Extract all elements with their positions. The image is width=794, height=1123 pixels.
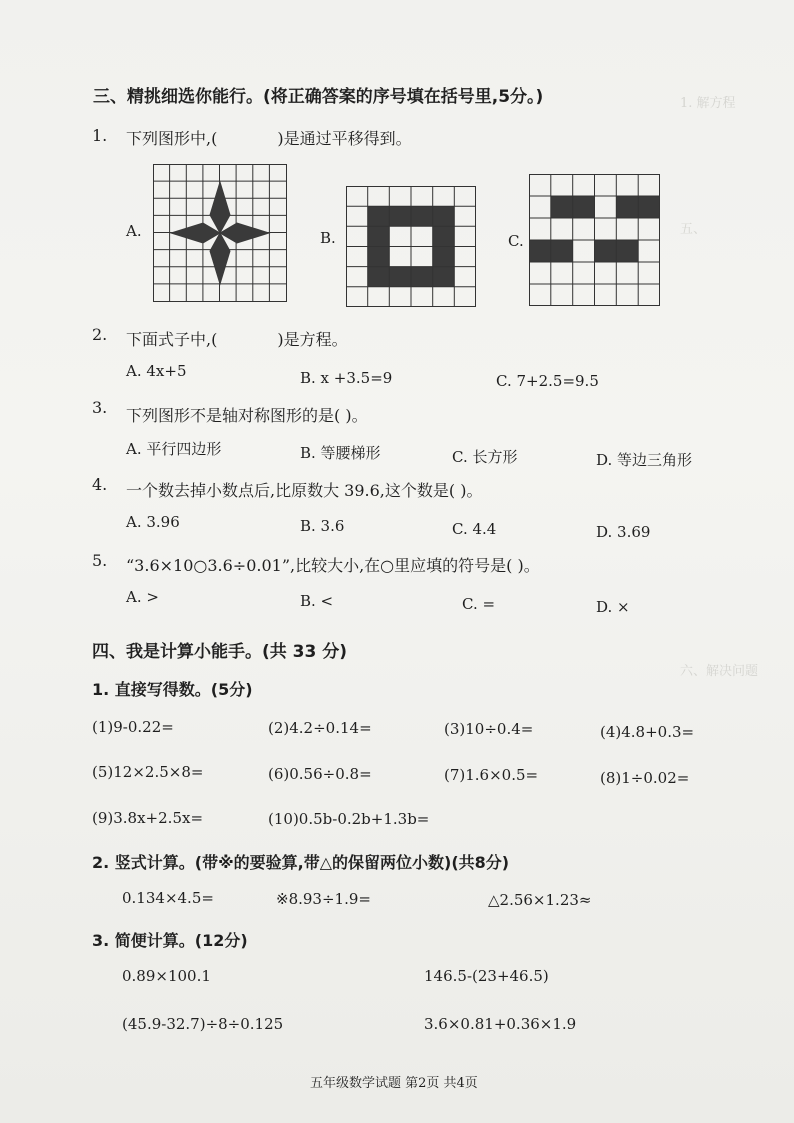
q3-option-b: B. 等腰梯形 xyxy=(300,444,381,462)
mental-math-item: (5)12×2.5×8= xyxy=(92,763,204,781)
mental-math-item: (1)9-0.22= xyxy=(92,718,174,736)
section-3-title: 三、精挑细选你能行。(将正确答案的序号填在括号里,5分。) xyxy=(93,87,544,107)
q3-option-d: D. 等边三角形 xyxy=(596,451,693,469)
q3-number: 3. xyxy=(92,398,108,417)
vertical-calc-item: 0.134×4.5= xyxy=(122,889,214,907)
q1-option-a-label: A. xyxy=(126,222,142,240)
vertical-calc-item: △2.56×1.23≈ xyxy=(488,891,592,909)
q4-option-d: D. 3.69 xyxy=(596,523,651,541)
q4-text: 一个数去掉小数点后,比原数大 39.6,这个数是( )。 xyxy=(126,481,483,500)
q2-text-start: 下面式子中,( xyxy=(126,330,218,349)
q5-number: 5. xyxy=(92,551,108,570)
mental-math-item: (7)1.6×0.5= xyxy=(444,766,539,784)
q1-grid-a xyxy=(153,164,287,302)
q5-option-b: B. < xyxy=(300,592,334,610)
q4-option-c: C. 4.4 xyxy=(452,520,497,538)
q4-number: 4. xyxy=(92,475,108,494)
bleed-through-text: 五、 xyxy=(680,222,707,237)
bleed-through-text: 1. 解方程 xyxy=(680,96,736,111)
part1-title: 1. 直接写得数。(5分) xyxy=(92,680,253,699)
part2-title: 2. 竖式计算。(带※的要验算,带△的保留两位小数)(共8分) xyxy=(92,853,510,872)
q5-option-a: A. > xyxy=(126,588,159,606)
mental-math-item: (4)4.8+0.3= xyxy=(600,723,695,741)
q5-option-d: D. × xyxy=(596,598,630,616)
bleed-through-text: 六、解决问题 xyxy=(680,664,759,679)
q2-text xyxy=(126,327,348,350)
q3-text: 下列图形不是轴对称图形的是( )。 xyxy=(126,406,368,425)
mental-math-item: (10)0.5b-0.2b+1.3b= xyxy=(268,810,430,828)
page-footer: 五年级数学试题 第2页 共4页 xyxy=(310,1076,478,1091)
q1-text-start: 下列图形中,( xyxy=(126,129,218,148)
rhombus-right xyxy=(220,223,269,243)
mental-math-item: (6)0.56÷0.8= xyxy=(268,765,372,783)
vertical-calc-item: ※8.93÷1.9= xyxy=(276,890,371,908)
simplified-calc-item: 3.6×0.81+0.36×1.9 xyxy=(424,1015,577,1033)
q1-option-c-label: C. xyxy=(508,232,524,250)
q2-text-end: )是方程。 xyxy=(277,330,348,349)
q4-option-a: A. 3.96 xyxy=(126,513,180,531)
q2-number: 2. xyxy=(92,325,108,344)
q4-option-b: B. 3.6 xyxy=(300,517,345,535)
mental-math-item: (8)1÷0.02= xyxy=(600,769,690,787)
q2-option-c: C. 7+2.5=9.5 xyxy=(496,372,599,390)
mental-math-item: (3)10÷0.4= xyxy=(444,720,534,738)
q1-grid-c xyxy=(529,174,660,306)
mental-math-item: (2)4.2÷0.14= xyxy=(268,719,372,737)
q1-option-b-label: B. xyxy=(320,229,336,247)
q3-option-a: A. 平行四边形 xyxy=(126,440,222,458)
q1-text-end: )是通过平移得到。 xyxy=(277,129,412,148)
q1-number: 1. xyxy=(92,126,108,145)
q5-text: “3.6×10○3.6÷0.01”,比较大小,在○里应填的符号是( )。 xyxy=(126,556,540,575)
simplified-calc-item: 0.89×100.1 xyxy=(122,967,211,985)
mental-math-item: (9)3.8x+2.5x= xyxy=(92,809,204,827)
simplified-calc-item: 146.5-(23+46.5) xyxy=(424,967,549,985)
q2-option-a: A. 4x+5 xyxy=(126,362,187,380)
q2-option-b: B. x +3.5=9 xyxy=(300,369,393,387)
q3-option-c: C. 长方形 xyxy=(452,448,518,466)
part3-title: 3. 简便计算。(12分) xyxy=(92,931,248,950)
q1-grid-b xyxy=(346,186,476,307)
q5-option-c: C. = xyxy=(462,595,496,613)
simplified-calc-item: (45.9-32.7)÷8÷0.125 xyxy=(122,1015,284,1033)
rhombus-top xyxy=(210,182,230,233)
rhombus-left xyxy=(171,223,220,243)
q1-text xyxy=(126,126,412,149)
section-4-title: 四、我是计算小能手。(共 33 分) xyxy=(92,642,348,662)
rhombus-bottom xyxy=(210,233,230,284)
